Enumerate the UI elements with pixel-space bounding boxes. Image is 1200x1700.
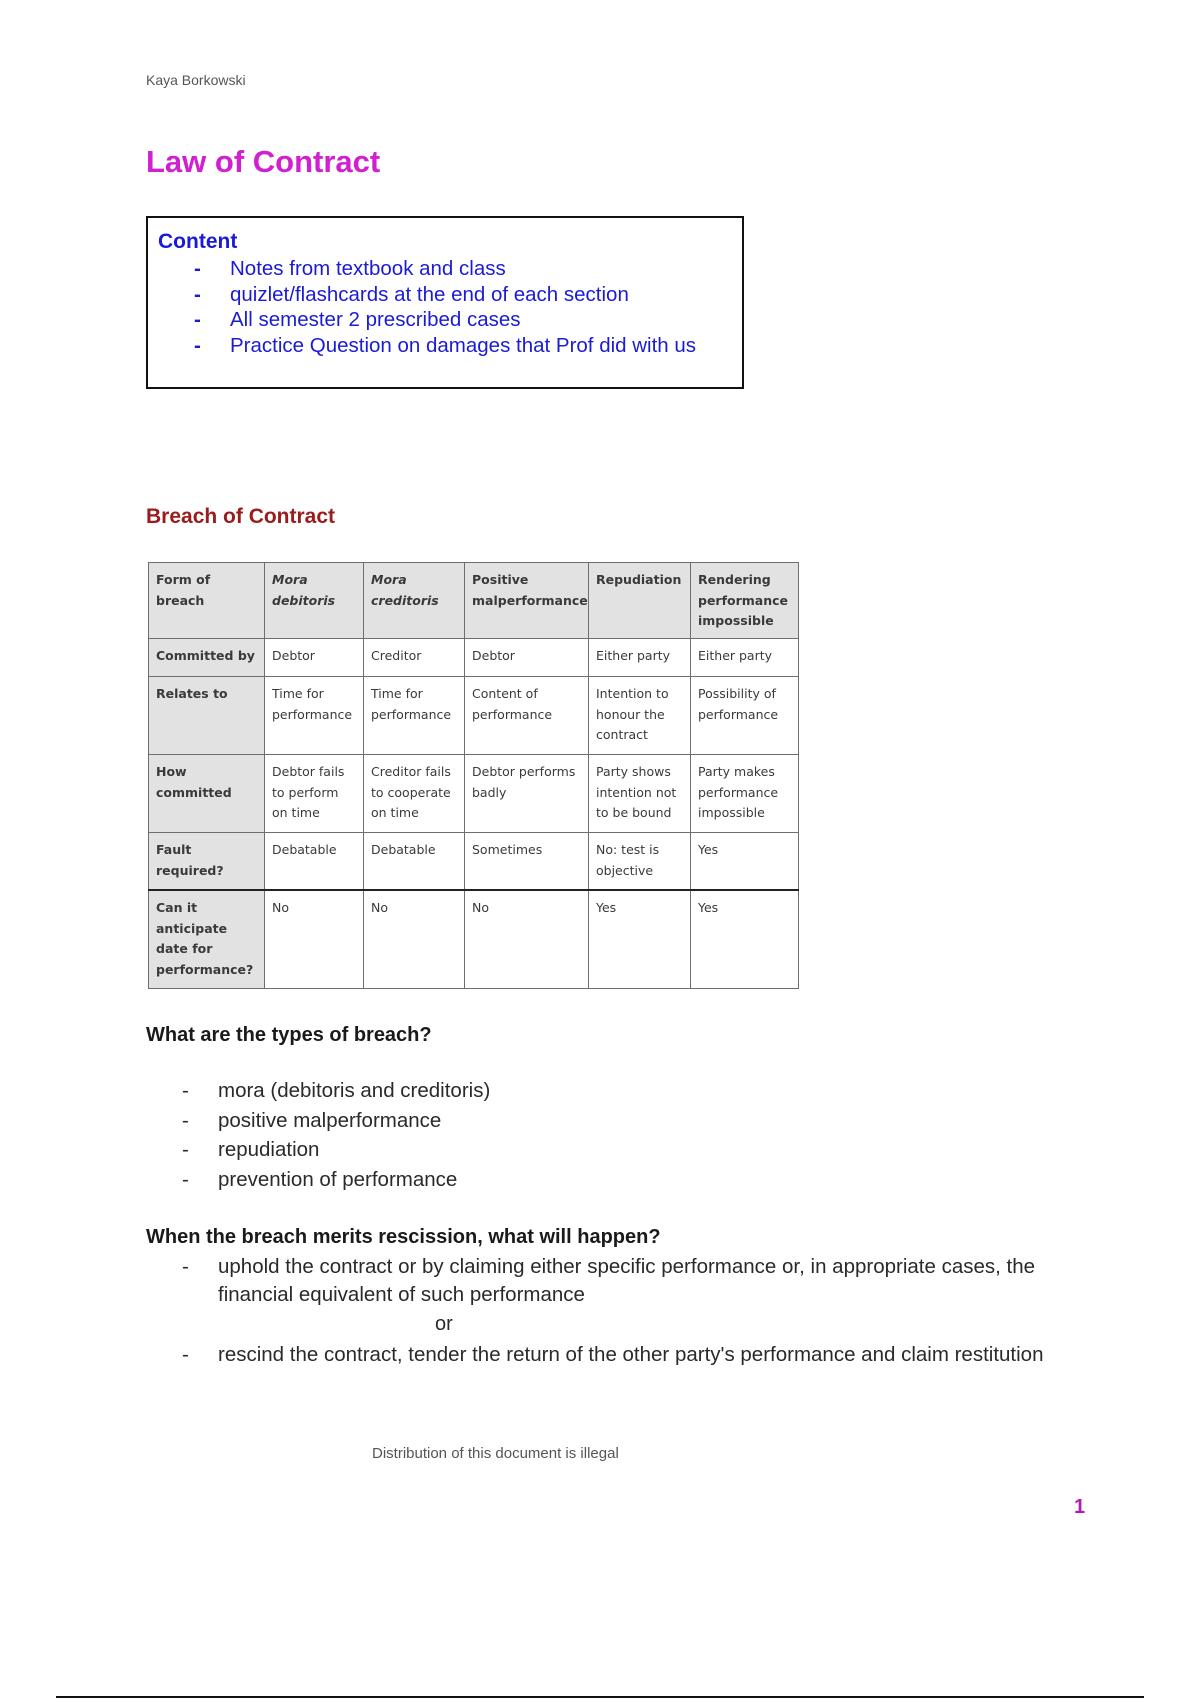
table-header-cell: Mora debitoris <box>265 563 364 639</box>
table-cell: No <box>364 890 465 989</box>
list-item: - rescind the contract, tender the return of the other party's performance and claim restitution <box>146 1341 1086 1369</box>
rescission-option-1 <box>146 1253 1086 1309</box>
content-list-item: - quizlet/flashcards at the end of each section <box>158 282 732 308</box>
table-cell: Debatable <box>364 833 465 891</box>
table-header-cell: Rendering performance impossible <box>691 563 799 639</box>
distribution-notice: Distribution of this document is illegal <box>372 1445 619 1462</box>
section-heading-breach: Breach of Contract <box>146 505 336 528</box>
page-bottom-rule <box>56 1696 1144 1698</box>
question-heading-rescission: When the breach merits rescission, what will happen? <box>146 1226 661 1248</box>
list-item: - prevention of performance <box>146 1165 490 1195</box>
content-list-item: - All semester 2 prescribed cases <box>158 307 732 333</box>
table-row-header: Committed by <box>149 639 265 677</box>
breach-forms-table <box>148 562 799 989</box>
table-cell: Party makes performance impossible <box>691 755 799 833</box>
list-item: - mora (debitoris and creditoris) <box>146 1076 490 1106</box>
table-cell: Yes <box>691 833 799 891</box>
table-cell: Debtor <box>265 639 364 677</box>
table-cell: No <box>265 890 364 989</box>
content-box-heading: Content <box>158 230 238 253</box>
table-cell: Debtor performs badly <box>465 755 589 833</box>
rescission-option-2 <box>146 1341 1086 1369</box>
table-header-cell: Mora creditoris <box>364 563 465 639</box>
table-cell: Debatable <box>265 833 364 891</box>
table-cell: Intention to honour the contract <box>589 677 691 755</box>
table-row-header: Can it anticipate date for performance? <box>149 890 265 989</box>
content-list <box>158 256 732 358</box>
table-row-header: Relates to <box>149 677 265 755</box>
table-cell: Content of performance <box>465 677 589 755</box>
content-list-item: - Practice Question on damages that Prof did with us <box>158 333 732 359</box>
list-item: - repudiation <box>146 1135 490 1165</box>
table-row-header: How committed <box>149 755 265 833</box>
table-cell: No <box>465 890 589 989</box>
table-cell: Possibility of performance <box>691 677 799 755</box>
table-cell: No: test is objective <box>589 833 691 891</box>
table-cell: Debtor fails to perform on time <box>265 755 364 833</box>
breach-types-list <box>146 1076 490 1194</box>
table-cell: Creditor fails to cooperate on time <box>364 755 465 833</box>
list-item: - positive malperformance <box>146 1106 490 1136</box>
table-cell: Time for performance <box>364 677 465 755</box>
author-name: Kaya Borkowski <box>146 72 246 88</box>
document-title: Law of Contract <box>146 144 381 179</box>
table-cell: Debtor <box>465 639 589 677</box>
table-cell: Sometimes <box>465 833 589 891</box>
table-cell: Either party <box>589 639 691 677</box>
content-box <box>146 216 744 389</box>
table-header-row <box>149 563 799 639</box>
table-row <box>149 755 799 833</box>
table-row <box>149 639 799 677</box>
list-item: - uphold the contract or by claiming either specific performance or, in appropriate cases, the financial equivalent of such performance <box>146 1253 1086 1309</box>
table-cell: Either party <box>691 639 799 677</box>
table-header-cell: Form of breach <box>149 563 265 639</box>
content-list-item: - Notes from textbook and class <box>158 256 732 282</box>
table-row <box>149 890 799 989</box>
table-cell: Time for performance <box>265 677 364 755</box>
table-cell: Yes <box>691 890 799 989</box>
table-header-cell: Repudiation <box>589 563 691 639</box>
table-cell: Creditor <box>364 639 465 677</box>
or-separator: or <box>435 1313 453 1335</box>
table-row-header: Fault required? <box>149 833 265 891</box>
table-header-cell: Positive malperformance <box>465 563 589 639</box>
page-number: 1 <box>1074 1496 1086 1518</box>
table-cell: Party shows intention not to be bound <box>589 755 691 833</box>
question-heading-types: What are the types of breach? <box>146 1024 432 1046</box>
table-row <box>149 833 799 891</box>
table-cell: Yes <box>589 890 691 989</box>
table-row <box>149 677 799 755</box>
